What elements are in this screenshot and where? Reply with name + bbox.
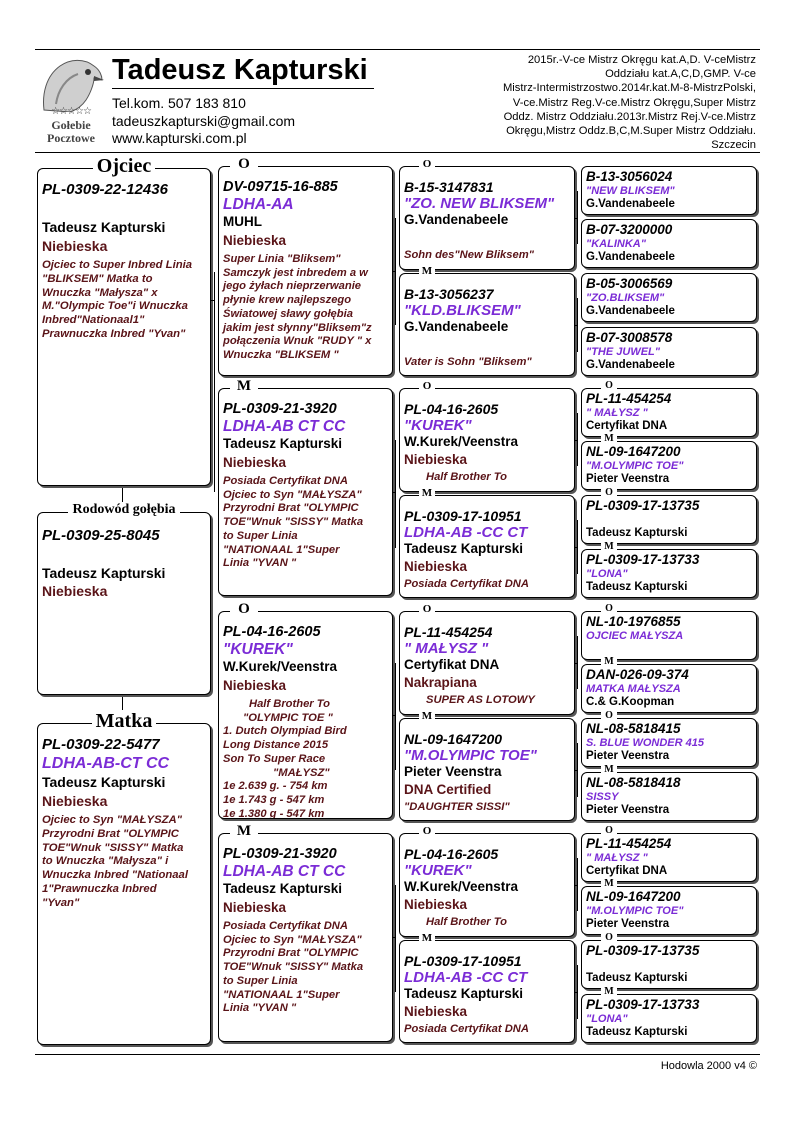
gen4-box	[581, 940, 757, 989]
ring-number: DAN-026-09-374	[586, 667, 689, 682]
achievement-line: Mistrz-Intermistrzostwo.2014r.kat.M-8-MistrzPolski,	[502, 82, 756, 95]
gen3-box	[399, 166, 575, 270]
note-line: Son To Super Race	[223, 752, 326, 765]
gen3-label	[419, 488, 435, 499]
section-label: O	[422, 380, 432, 392]
pigeon-name: " MAŁYSZ "	[586, 407, 648, 419]
section-label: Rodowód gołębia	[68, 502, 179, 517]
note-line: Wnuczka "Małysza" x	[42, 286, 158, 299]
note-line: Sohn des"New Bliksem"	[404, 249, 534, 261]
connector	[577, 743, 578, 797]
pigeon-name: SISSY	[586, 791, 619, 803]
note-line: Super Linia "Bliksem"	[223, 253, 341, 265]
gen4-box	[581, 549, 757, 598]
gen4-label	[601, 765, 617, 775]
father-box	[37, 168, 211, 486]
owner-label: Tadeusz Kapturski	[586, 972, 688, 984]
ring-number: PL-0309-17-10951	[404, 953, 522, 969]
section-label: O	[238, 601, 250, 617]
color-label: Nakrapiana	[404, 675, 477, 690]
gen4-box	[581, 327, 757, 376]
pigeon-name: "KLD.BLIKSEM"	[404, 302, 521, 319]
owner-label: Tadeusz Kapturski	[223, 436, 343, 451]
section-label: O	[605, 380, 613, 391]
notes	[223, 253, 390, 363]
gen3-box	[399, 718, 575, 821]
notes	[223, 698, 390, 819]
owner-label: Tadeusz Kapturski	[586, 527, 688, 539]
pigeon-name: LDHA-AB-CT CC	[42, 755, 170, 772]
ring-number: NL-08-5818415	[586, 721, 681, 736]
section-label: O	[605, 603, 613, 614]
pigeon-name: "M.OLYMPIC TOE"	[404, 747, 537, 764]
pigeon-name: LDHA-AB -CC CT	[404, 969, 528, 986]
ring-number: B-15-3147831	[404, 179, 494, 195]
color-label: Niebieska	[42, 238, 108, 254]
color-label: Niebieska	[223, 900, 287, 915]
website-link[interactable]: www.kapturski.com.pl	[112, 130, 247, 146]
owner-label: Certyfikat DNA	[586, 865, 668, 877]
gen3-box	[399, 273, 575, 376]
note-line: Samczyk jest inbredem a w	[223, 266, 368, 279]
note-line: TOE"Wnuk "SISSY" Matka	[223, 516, 364, 529]
gen4-label	[601, 381, 617, 391]
color-label: Niebieska	[404, 1004, 468, 1019]
section-label: M	[236, 378, 252, 394]
section-label: M	[421, 932, 433, 944]
ring-number: NL-09-1647200	[586, 889, 681, 904]
ring-number: B-13-3056024	[586, 169, 673, 184]
note-line: SUPER AS LOTOWY	[426, 694, 535, 706]
note-line: Ojciec to Syn "MAŁYSZA"	[223, 933, 362, 946]
gen2-label	[230, 379, 258, 394]
note-line: "NATIONAAL 1"Super	[223, 543, 340, 556]
ring-number: PL-0309-21-3920	[223, 846, 337, 862]
note-line: "BLIKSEM" Matka to	[42, 272, 153, 285]
note-line: jakim jest słynny"Bliksem"z	[223, 321, 372, 334]
note-line: Long Distance 2015	[223, 739, 329, 752]
gen2-label	[230, 824, 258, 839]
owner-label: Pieter Veenstra	[586, 918, 670, 930]
ring-number: PL-0309-22-5477	[42, 736, 160, 753]
pigeon-name: LDHA-AA	[223, 196, 294, 213]
section-label: O	[605, 710, 613, 721]
owner-label: G.Vandenabeele	[404, 212, 509, 227]
gen4-label	[601, 657, 617, 667]
note-line: Przyrodni Brat "OLYMPIC	[223, 502, 359, 515]
section-label: O	[422, 603, 432, 615]
note-line: "Yvan"	[42, 896, 80, 909]
ring-number: NL-09-1647200	[404, 731, 503, 747]
gen2-box	[218, 166, 393, 376]
owner-label: G.Vandenabeele	[404, 319, 509, 334]
connector	[577, 858, 578, 911]
pigeon-name: " MAŁYSZ "	[404, 640, 489, 657]
note-line: Prawnuczka Inbred "Yvan"	[42, 327, 186, 340]
pigeon-name: "M.OLYMPIC TOE"	[586, 905, 684, 917]
connector	[577, 298, 578, 352]
pigeon-name: "KUREK"	[223, 641, 293, 658]
section-label: O	[605, 932, 613, 943]
pigeon-name: "ZO.BLIKSEM"	[586, 292, 665, 304]
connector	[577, 636, 578, 689]
gen3-label	[419, 933, 435, 944]
ring-number: PL-0309-17-13735	[586, 943, 700, 958]
gen4-box	[581, 273, 757, 322]
gen4-label	[601, 434, 617, 444]
ring-number: PL-0309-22-12436	[42, 181, 168, 198]
note-line: jego żyłach nieprzerwanie	[223, 280, 362, 293]
owner-label: Pieter Veenstra	[586, 473, 670, 485]
owner-label: Pieter Veenstra	[586, 750, 670, 762]
gen4-box	[581, 718, 757, 767]
pigeon-name: "ZO. NEW BLIKSEM"	[404, 195, 555, 212]
achievement-line: Szczecin	[711, 139, 756, 152]
owner-label: G.Vandenabeele	[586, 305, 675, 317]
owner-label: W.Kurek/Veenstra	[223, 659, 338, 674]
subject-label	[37, 503, 211, 517]
gen4-box	[581, 664, 757, 713]
gen3-box	[399, 940, 575, 1043]
note-line: Vater is Sohn "Bliksem"	[404, 356, 532, 368]
section-label: O	[422, 825, 432, 837]
ring-number: PL-04-16-2605	[223, 624, 321, 640]
section-label: M	[604, 541, 614, 552]
note-line: Przyrodni Brat "OLYMPIC	[223, 947, 359, 960]
owner-label: C.& G.Koopman	[586, 696, 675, 708]
gen2-label	[230, 602, 258, 617]
gen4-label	[601, 879, 617, 889]
note-line: Inbred"Nationaal1"	[42, 314, 145, 327]
gen4-box	[581, 886, 757, 935]
ring-number: PL-04-16-2605	[404, 846, 499, 862]
connector	[395, 440, 396, 548]
owner-name-underline	[112, 88, 374, 89]
owner-label: G.Vandenabeele	[586, 198, 675, 210]
achievement-line: Oddz. Mistrz Oddziału.2013r.Mistrz Rej.V-ce.Mistrz	[503, 110, 756, 123]
owner-label: W.Kurek/Veenstra	[404, 879, 519, 894]
owner-name: Tadeusz Kapturski	[112, 54, 368, 86]
owner-label: G.Vandenabeele	[586, 251, 675, 263]
owner-label: Tadeusz Kapturski	[42, 219, 166, 235]
section-label: M	[604, 433, 614, 444]
ring-number: PL-04-16-2605	[404, 401, 499, 417]
notes	[223, 920, 390, 1016]
note-line: Ojciec to Super Inbred Linia	[42, 259, 193, 271]
pigeon-name: "LONA"	[586, 1013, 628, 1025]
gen4-label	[601, 604, 617, 614]
gen3-label	[419, 266, 435, 277]
ring-number: NL-10-1976855	[586, 614, 681, 629]
note-line: to Wnuczka "Małysza" i	[42, 855, 169, 868]
note-line: płynie krew najlepszego	[223, 294, 352, 307]
ring-number: PL-0309-17-10951	[404, 508, 522, 524]
ring-number: PL-11-454254	[586, 836, 672, 851]
note-line: Wnuczka "BLIKSEM "	[223, 348, 339, 361]
color-label: Niebieska	[404, 897, 468, 912]
ring-number: B-05-3006569	[586, 276, 673, 291]
note-line: 1e 2.639 g. - 754 km	[223, 780, 328, 793]
owner-label: Tadeusz Kapturski	[404, 541, 524, 556]
gen3-label	[419, 711, 435, 722]
section-label: O	[238, 156, 250, 172]
section-label: M	[236, 823, 252, 839]
gen3-box	[399, 495, 575, 598]
note-line: Half Brother To	[426, 916, 508, 928]
gen4-label	[601, 987, 617, 997]
note-line: 1. Dutch Olympiad Bird	[223, 725, 347, 738]
section-label: M	[604, 764, 614, 775]
note-line: "OLYMPIC TOE "	[243, 711, 333, 724]
color-label: Niebieska	[42, 793, 108, 809]
gen4-box	[581, 166, 757, 215]
ring-number: NL-08-5818418	[586, 775, 681, 790]
note-line: "DAUGHTER SISSI"	[404, 801, 510, 813]
color-label: Niebieska	[223, 455, 287, 470]
note-line: Ojciec to Syn "MAŁYSZA"	[42, 814, 183, 826]
section-label: M	[604, 986, 614, 997]
ring-number: PL-0309-17-13733	[586, 552, 700, 567]
pigeon-name: "THE JUWEL"	[586, 346, 660, 358]
gen3-label	[419, 159, 435, 170]
pigeon-name: "KALINKA"	[586, 238, 646, 250]
color-label: Niebieska	[404, 559, 468, 574]
note-line: "MAŁYSZ"	[273, 766, 330, 779]
footer-rule	[35, 1054, 760, 1055]
pigeon-name: "LONA"	[586, 568, 628, 580]
owner-label: Certyfikat DNA	[586, 420, 668, 432]
owner-label: Certyfikat DNA	[404, 657, 500, 672]
ring-number: PL-0309-21-3920	[223, 401, 337, 417]
color-label: Niebieska	[42, 583, 108, 599]
gen4-box	[581, 441, 757, 490]
note-line: Wnuczka Inbred "Nationaal	[42, 869, 188, 882]
note-line: TOE"Wnuk "SISSY" Matka	[42, 841, 184, 854]
connector	[577, 965, 578, 1019]
note-line: Ojciec to Syn "MAŁYSZA"	[223, 488, 362, 501]
pigeon-name: S. BLUE WONDER 415	[586, 737, 704, 749]
pigeon-name: OJCIEC MAŁYSZA	[586, 630, 684, 642]
pigeon-logo	[36, 54, 106, 146]
section-label: M	[421, 265, 433, 277]
note-line: Posiada Certyfikat DNA	[223, 475, 348, 487]
ring-number: NL-09-1647200	[586, 444, 681, 459]
pigeon-name: " MAŁYSZ "	[586, 852, 648, 864]
owner-label: Tadeusz Kapturski	[223, 881, 343, 896]
gen2-box	[218, 833, 393, 1042]
note-line: M."Olympic Toe"i Wnuczka	[42, 300, 188, 313]
pigeon-name: MATKA MAŁYSZA	[586, 683, 681, 695]
note-line: "NATIONAAL 1"Super	[223, 988, 340, 1001]
ring-number: B-07-3008578	[586, 330, 673, 345]
logo-text-2: Pocztowe	[47, 131, 95, 145]
section-label: M	[604, 878, 614, 889]
note-line: to Super Linia	[223, 529, 298, 542]
note-line: Linia "YVAN "	[223, 557, 297, 570]
ring-number: B-07-3200000	[586, 222, 673, 237]
gen2-box	[218, 611, 393, 819]
connector	[214, 272, 215, 492]
section-label: Matka	[92, 710, 157, 732]
pigeon-name: LDHA-AB CT CC	[223, 418, 346, 435]
note-line: 1e 1.743 g - 547 km	[223, 793, 325, 806]
section-label: O	[422, 158, 432, 170]
gen2-label	[230, 157, 258, 172]
pigeon-name: "M.OLYMPIC TOE"	[586, 460, 684, 472]
note-line: połączenia Wnuk "RUDY " x	[223, 335, 372, 348]
achievement-line: Oddziału kat.A,C,D,GMP. V-ce	[605, 68, 756, 81]
header-top-rule	[35, 49, 760, 50]
connector	[395, 663, 396, 770]
note-line: Half Brother To	[426, 471, 508, 483]
mother-box	[37, 723, 211, 1045]
ring-number: DV-09715-16-885	[223, 179, 338, 195]
connector	[395, 885, 396, 992]
gen4-label	[601, 933, 617, 943]
section-label: M	[604, 656, 614, 667]
pigeon-name: LDHA-AB CT CC	[223, 863, 346, 880]
owner-label: G.Vandenabeele	[586, 359, 675, 371]
connector	[577, 413, 578, 466]
pigeon-name: "KUREK"	[404, 417, 472, 434]
gen2-box	[218, 388, 393, 596]
pigeon-name: "NEW BLIKSEM"	[586, 185, 675, 197]
gen3-box	[399, 833, 575, 937]
ring-number: PL-0309-17-13735	[586, 498, 700, 513]
achievements-text	[440, 53, 756, 152]
stars-row: ☆☆☆☆☆	[51, 106, 91, 117]
note-line: Światowej sławy gołębia	[223, 307, 353, 320]
note-line: Half Brother To	[249, 698, 331, 710]
mother-box-label	[39, 711, 209, 731]
owner-label: Tadeusz Kapturski	[42, 774, 166, 790]
email-link[interactable]: tadeuszkapturski@gmail.com	[112, 113, 296, 129]
pigeon-head-icon	[36, 54, 106, 112]
owner-label: W.Kurek/Veenstra	[404, 434, 519, 449]
gen4-box	[581, 994, 757, 1043]
section-label: M	[421, 710, 433, 722]
gen4-box	[581, 388, 757, 437]
ring-number: PL-11-454254	[586, 391, 672, 406]
achievement-line: V-ce.Mistrz Reg.V-ce.Mistrz Okręgu,Super Mistrz	[512, 96, 756, 109]
section-label: M	[421, 487, 433, 499]
subject-box	[37, 512, 211, 695]
gen4-label	[601, 826, 617, 836]
note-line: 1e 1.380 g - 547 km	[223, 807, 325, 819]
note-line: Linia "YVAN "	[223, 1002, 297, 1015]
gen3-label	[419, 381, 435, 392]
owner-label: Pieter Veenstra	[404, 764, 502, 779]
pigeon-name: "KUREK"	[404, 862, 472, 879]
owner-label: Tadeusz Kapturski	[586, 1026, 688, 1038]
logo-text-1: Gołebie	[51, 118, 91, 132]
owner-label: Tadeusz Kapturski	[586, 581, 688, 593]
connector	[577, 191, 578, 244]
gen4-label	[601, 542, 617, 552]
notes	[42, 814, 188, 911]
section-label: Ojciec	[93, 155, 155, 177]
gen3-label	[419, 826, 435, 837]
owner-label: Tadeusz Kapturski	[404, 986, 524, 1001]
note-line: Przyrodni Brat "OLYMPIC	[42, 827, 179, 840]
gen3-label	[419, 604, 435, 615]
phone: Tel.kom. 507 183 810	[112, 95, 246, 111]
ring-number: B-13-3056237	[404, 286, 494, 302]
section-label: O	[605, 825, 613, 836]
note-line: Posiada Certyfikat DNA	[223, 920, 348, 932]
owner-label: Pieter Veenstra	[586, 804, 670, 816]
gen3-box	[399, 611, 575, 715]
owner-label: Tadeusz Kapturski	[42, 565, 166, 581]
owner-label: MUHL	[223, 214, 262, 229]
color-label: DNA Certified	[404, 782, 492, 797]
achievement-line: Okręgu,Mistrz Oddz.B,C,M.Super Mistrz Oddziału.	[506, 125, 756, 138]
pigeon-name: LDHA-AB -CC CT	[404, 524, 528, 541]
gen3-box	[399, 388, 575, 492]
father-box-label	[39, 156, 209, 176]
note-line: Posiada Certyfikat DNA	[404, 578, 529, 590]
color-label: Niebieska	[404, 452, 468, 467]
gen4-box	[581, 495, 757, 544]
gen4-box	[581, 611, 757, 660]
note-line: TOE"Wnuk "SISSY" Matka	[223, 961, 364, 974]
connector	[577, 520, 578, 574]
note-line: 1"Prawnuczka Inbred	[42, 882, 157, 895]
color-label: Niebieska	[223, 678, 287, 693]
ring-number: PL-0309-25-8045	[42, 527, 160, 544]
ring-number: PL-11-454254	[404, 624, 493, 640]
note-line: to Super Linia	[223, 974, 298, 987]
gen4-box	[581, 772, 757, 821]
gen4-box	[581, 219, 757, 268]
notes	[223, 475, 390, 571]
connector	[395, 218, 396, 325]
footer-software: Hodowla 2000 v4 ©	[660, 1060, 757, 1072]
gen4-label	[601, 488, 617, 498]
achievement-line: 2015r.-V-ce Mistrz Okręgu kat.A,D. V-ceMistrz	[527, 54, 756, 66]
color-label: Niebieska	[223, 233, 287, 248]
note-line: Posiada Certyfikat DNA	[404, 1023, 529, 1035]
gen4-box	[581, 833, 757, 882]
notes	[42, 259, 192, 342]
gen4-label	[601, 711, 617, 721]
section-label: O	[605, 487, 613, 498]
ring-number: PL-0309-17-13733	[586, 997, 700, 1012]
